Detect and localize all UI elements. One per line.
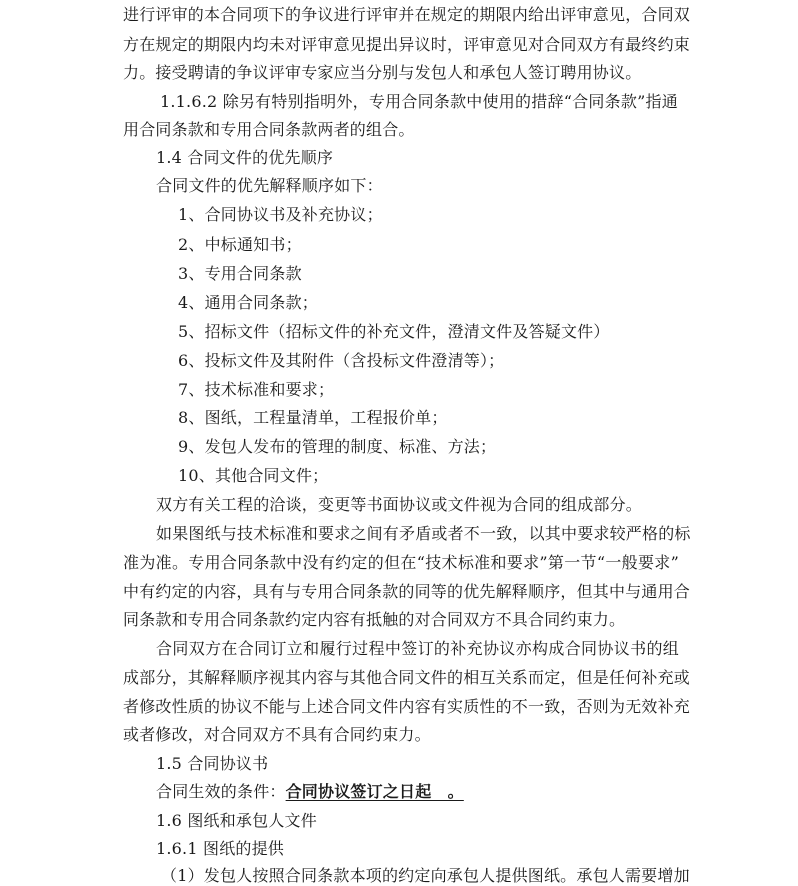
effective-condition-value: 合同协议签订之日起 。 [285, 782, 464, 801]
paragraph-line: （1）发包人按照合同条款本项的约定向承包人提供图纸。承包人需要增加 [161, 866, 690, 885]
paragraph-line: 方在规定的期限内均未对评审意见提出异议时，评审意见对合同双方有最终约束 [123, 35, 691, 54]
section-heading-1-6: 1.6 图纸和承包人文件 [156, 811, 317, 830]
paragraph-line: 如果图纸与技术标准和要求之间有矛盾或者不一致，以其中要求较严格的标 [156, 524, 691, 543]
list-item: 3、专用合同条款 [178, 264, 302, 283]
list-item: 7、技术标准和要求； [178, 380, 335, 399]
section-heading-1-5: 1.5 合同协议书 [156, 754, 269, 773]
paragraph-line: 双方有关工程的洽谈，变更等书面协议或文件视为合同的组成部分。 [156, 495, 643, 514]
paragraph-line: 成部分，其解释顺序视其内容与其他合同文件的相互关系而定，但是任何补充或 [123, 668, 691, 687]
paragraph-line: 进行评审的本合同项下的争议进行评审并在规定的期限内给出评审意见，合同双 [123, 5, 691, 24]
paragraph-line: 或者修改，对合同双方不具有合同约束力。 [123, 725, 431, 744]
clause-1-1-6-2-line: 1.1.6.2 除另有特别指明外，专用合同条款中使用的措辞“合同条款”指通 [160, 92, 678, 111]
list-item: 4、通用合同条款； [178, 293, 318, 312]
paragraph-line: 中有约定的内容，具有与专用合同条款的同等的优先解释顺序，但其中与通用合 [123, 582, 691, 601]
paragraph-line: 合同文件的优先解释顺序如下： [156, 176, 383, 195]
paragraph-line: 者修改性质的协议不能与上述合同文件内容有实质性的不一致，否则为无效补充 [123, 697, 691, 716]
section-heading-1-4: 1.4 合同文件的优先顺序 [156, 148, 334, 167]
paragraph-line: 用合同条款和专用合同条款两者的组合。 [123, 120, 415, 139]
list-item: 5、招标文件（招标文件的补充文件，澄清文件及答疑文件） [178, 322, 610, 341]
paragraph-line: 同条款和专用合同条款约定内容有抵触的对合同双方不具合同约束力。 [123, 610, 626, 629]
list-item: 2、中标通知书； [178, 235, 302, 254]
list-item: 9、发包人发布的管理的制度、标准、方法； [178, 437, 497, 456]
paragraph-line: 准为准。专用合同条款中没有约定的但在“技术标准和要求”第一节“一般要求” [123, 553, 679, 572]
list-item: 10、其他合同文件； [178, 466, 329, 485]
list-item: 1、合同协议书及补充协议； [178, 205, 383, 224]
paragraph-line: 合同双方在合同订立和履行过程中签订的补充协议亦构成合同协议书的组 [156, 639, 679, 658]
effective-condition-line [156, 782, 464, 802]
list-item: 6、投标文件及其附件（含投标文件澄清等）； [178, 351, 505, 370]
section-heading-1-6-1: 1.6.1 图纸的提供 [156, 839, 284, 858]
paragraph-line: 力。接受聘请的争议评审专家应当分别与发包人和承包人签订聘用协议。 [123, 63, 642, 82]
effective-condition-label: 合同生效的条件： [156, 782, 286, 801]
list-item: 8、图纸，工程量清单，工程报价单； [178, 408, 448, 427]
